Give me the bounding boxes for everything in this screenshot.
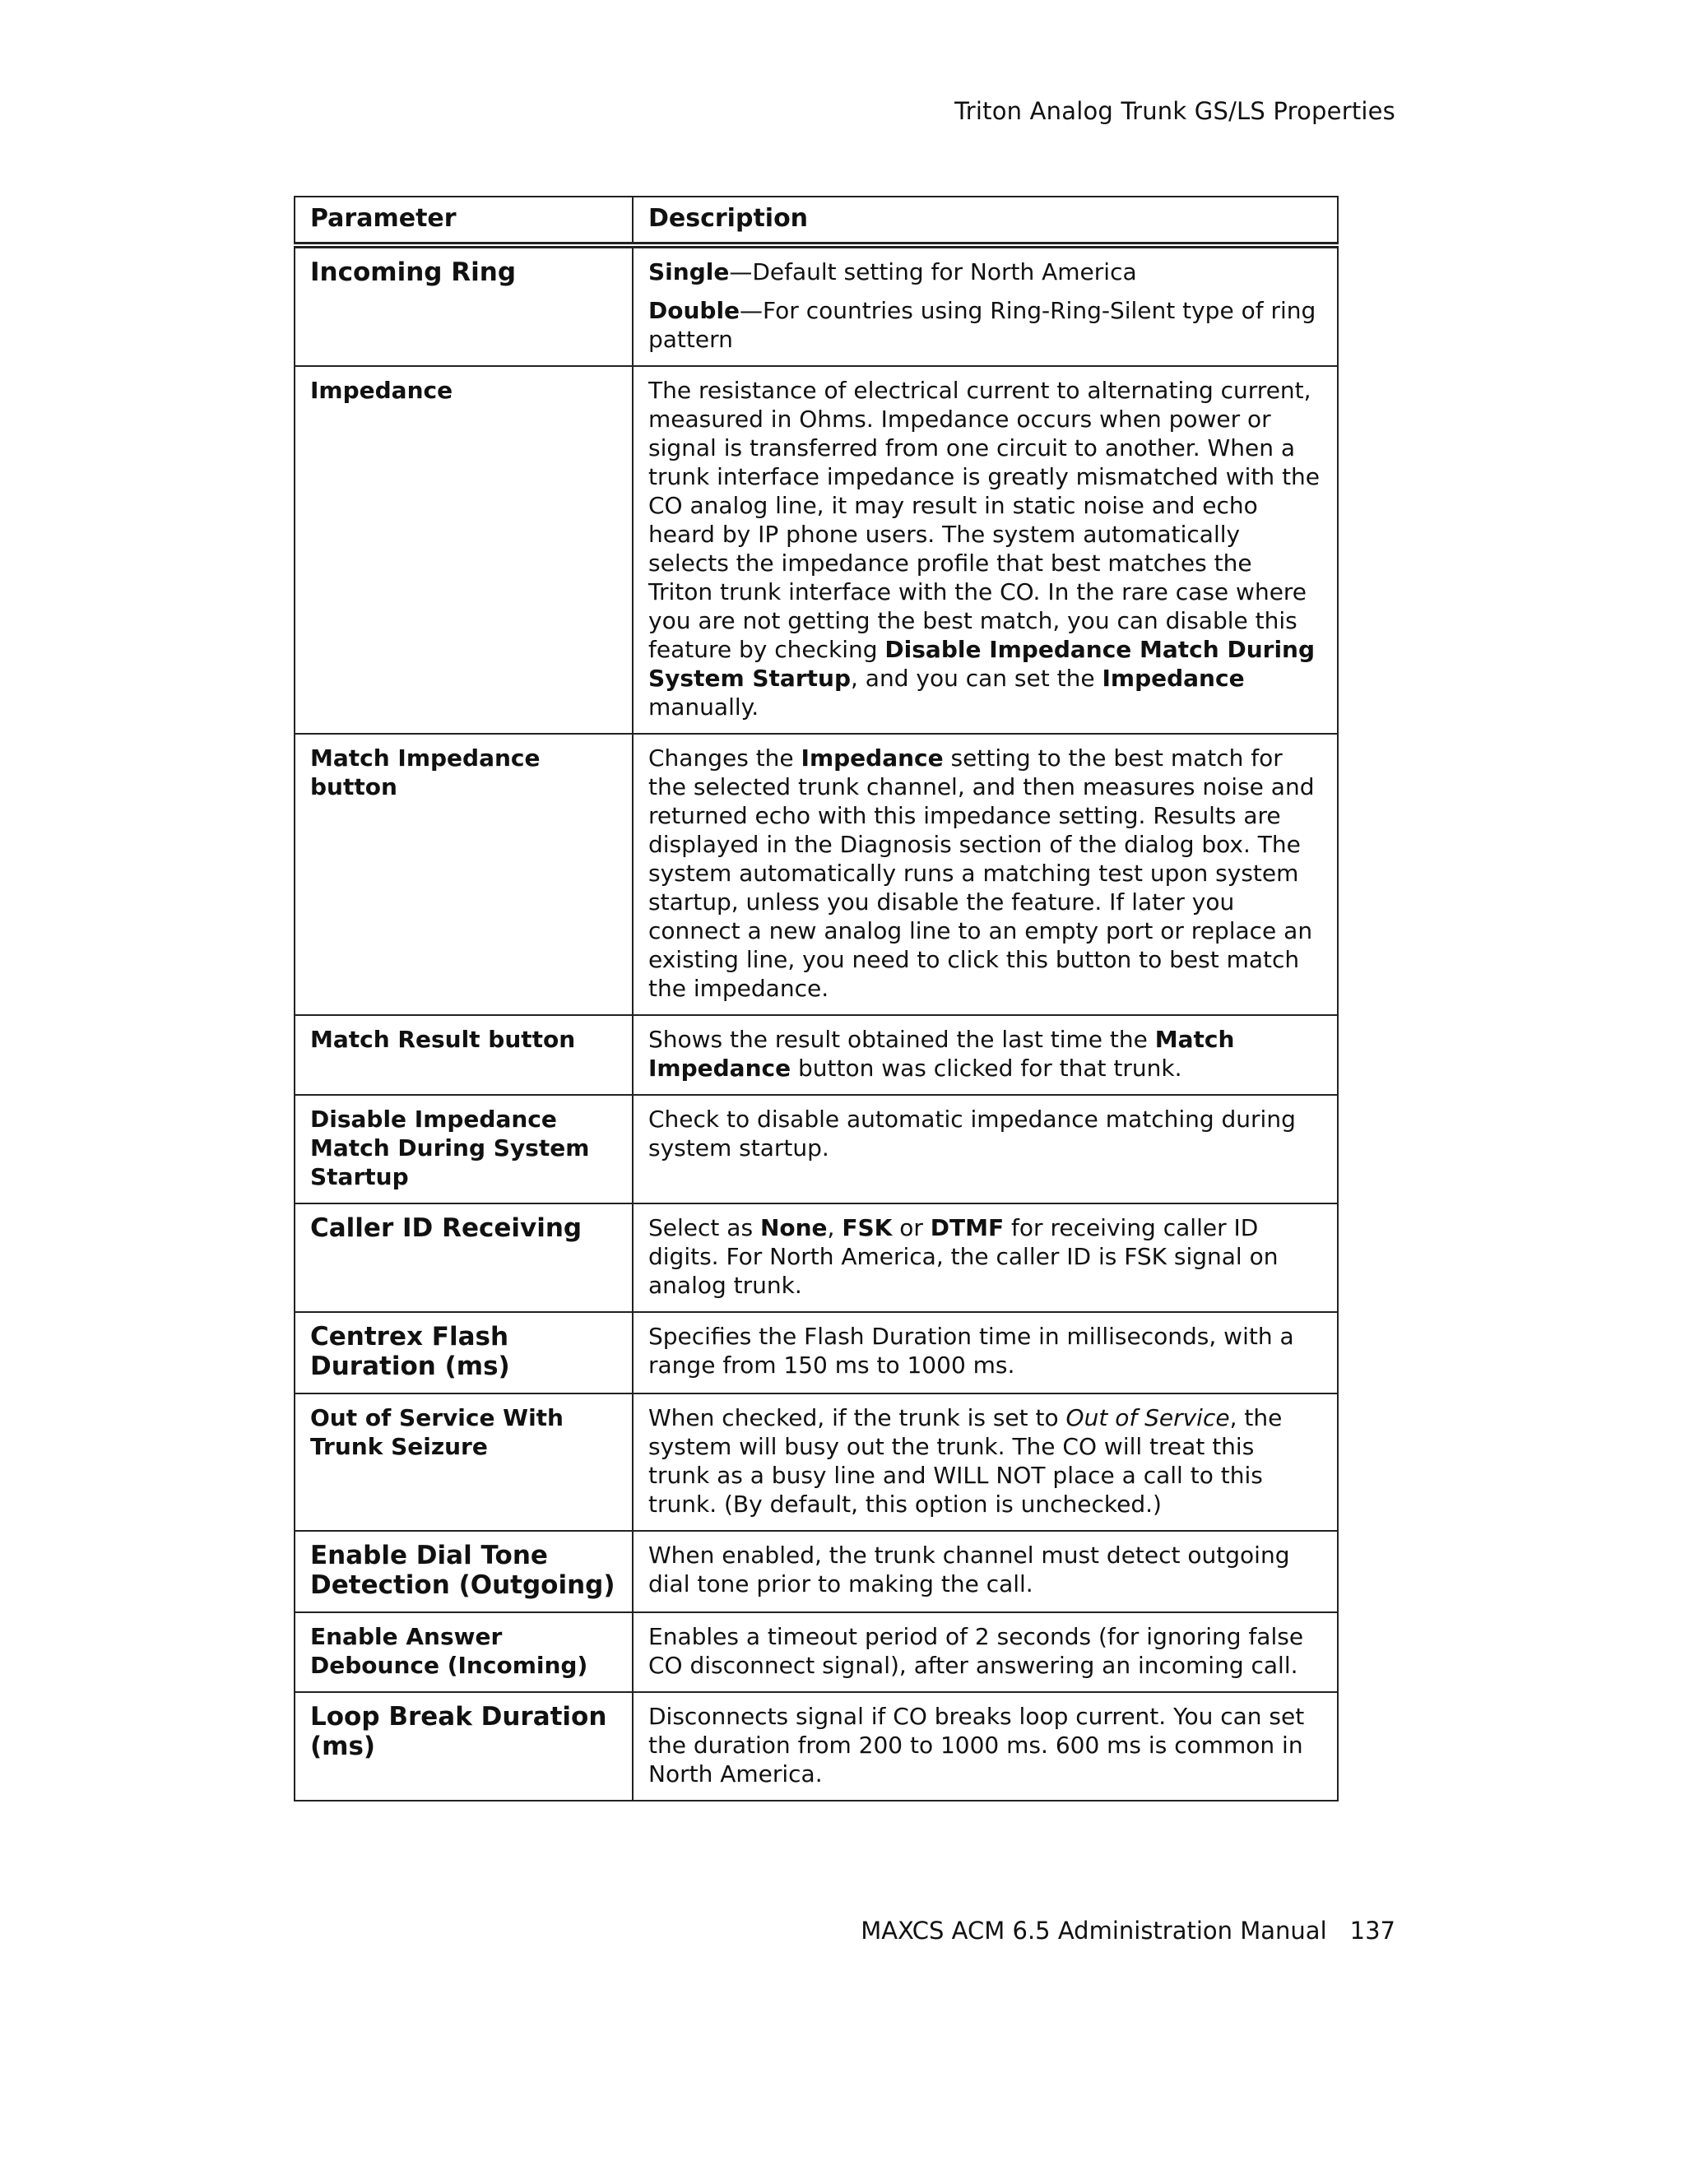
table-row [295,734,1338,1015]
table-row [295,1612,1338,1692]
description-paragraph [648,1622,1322,1680]
description-text: Shows the result obtained the last time the [648,1026,1155,1053]
column-header-parameter: Parameter [295,197,633,245]
bold-term: Double [648,297,740,324]
bold-term: Single [648,258,730,285]
parameter-description [633,1612,1338,1692]
description-paragraph [648,257,1322,286]
table-row [295,1531,1338,1612]
table-row [295,1015,1338,1095]
parameter-table [294,196,1339,1801]
description-text: Changes the [648,744,801,772]
description-text: When enabled, the trunk channel must detect outgoing dial tone prior to making the call. [648,1542,1290,1597]
bold-term: Impedance [801,744,944,772]
table-row [295,1692,1338,1801]
description-text: button was clicked for that trunk. [791,1055,1182,1082]
description-text: setting to the best match for the selected trunk channel, and then measures noise and returned echo with this impedance setting. Results are displayed in the Diagnosis section of the dialog box. The system automatically runs a matching test upon system startup, unless you disable the feature. If later you connect a new analog line to an empty port or replace an existing line, you need to click this button to best match the impedance. [648,744,1315,1002]
bold-term: FSK [842,1214,893,1241]
description-paragraph [648,376,1322,721]
description-paragraph [648,1322,1322,1379]
parameter-name: Match Result button [295,1015,633,1095]
description-text: , and you can set the [851,665,1102,692]
parameter-description [633,734,1338,1015]
parameter-name: Centrex Flash Duration (ms) [295,1312,633,1393]
description-text: , the system will busy out the trunk. The CO will treat this trunk as a busy line and WILL NOT place a call to this trunk. (By default, this option is unchecked.) [648,1404,1283,1518]
table-row [295,1203,1338,1312]
description-paragraph [648,296,1322,354]
table-row [295,245,1338,366]
bold-term: Match Impedance [648,1026,1235,1082]
description-text: Select as [648,1214,760,1241]
description-text: Disconnects signal if CO breaks loop current. You can set the duration from 200 to 1000 ms. 600 ms is common in North America. [648,1703,1305,1788]
parameter-description [633,1095,1338,1203]
description-paragraph [648,1403,1322,1519]
bold-term: DTMF [930,1214,1005,1241]
parameter-name: Enable Dial Tone Detection (Outgoing) [295,1531,633,1612]
column-header-description: Description [633,197,1338,245]
bold-term: Impedance [1102,665,1245,692]
parameter-description [633,1531,1338,1612]
manual-title: MAXCS ACM 6.5 Administration Manual [861,1917,1327,1945]
parameter-name: Match Impedance button [295,734,633,1015]
description-paragraph [648,1025,1322,1083]
description-paragraph [648,1702,1322,1788]
description-text: The resistance of electrical current to alternating current, measured in Ohms. Impedance occurs when power or signal is transferred from one circuit to another. When a trunk interface impedance is greatly mismatched with the CO analog line, it may result in static noise and echo heard by IP phone users. The system automatically selects the impedance profile that best matches the Triton trunk interface with the CO. In the rare case where you are not getting the best match, you can disable this feature by checking [648,377,1321,663]
table-row [295,1095,1338,1203]
parameter-name: Enable Answer Debounce (Incoming) [295,1612,633,1692]
description-text: for receiving caller ID digits. For North America, the caller ID is FSK signal on analog trunk. [648,1214,1279,1299]
parameter-description [633,1393,1338,1531]
description-paragraph [648,1213,1322,1300]
bold-term: Disable Impedance Match During System Startup [648,636,1316,692]
description-text: , [827,1214,842,1241]
description-text: Specifies the Flash Duration time in milliseconds, with a range from 150 ms to 1000 ms. [648,1323,1294,1379]
parameter-description [633,1692,1338,1801]
description-text: manually. [648,693,759,721]
parameter-name: Impedance [295,366,633,734]
description-text: Enables a timeout period of 2 seconds (for ignoring false CO disconnect signal), after answering an incoming call. [648,1623,1304,1679]
table-row [295,1393,1338,1531]
description-text: —For countries using Ring-Ring-Silent type of ring pattern [648,297,1316,353]
bold-term: None [759,1214,828,1241]
description-text: or [892,1214,931,1241]
table-row [295,366,1338,734]
description-text: When checked, if the trunk is set to [648,1404,1066,1431]
parameter-description [633,1015,1338,1095]
parameter-name: Incoming Ring [295,245,633,366]
table-row [295,1312,1338,1393]
parameter-name: Caller ID Receiving [295,1203,633,1312]
running-footer [861,1917,1395,1945]
parameter-description [633,1203,1338,1312]
description-paragraph [648,1541,1322,1598]
parameter-description [633,366,1338,734]
italic-term: Out of Service [1065,1404,1230,1431]
parameter-description [633,245,1338,366]
running-header: Triton Analog Trunk GS/LS Properties [954,97,1395,125]
table-header-row [295,197,1338,245]
parameter-name: Disable Impedance Match During System Startup [295,1095,633,1203]
description-text: —Default setting for North America [729,258,1137,285]
description-paragraph [648,744,1322,1003]
page-number: 137 [1349,1917,1395,1945]
parameter-description [633,1312,1338,1393]
parameter-name: Out of Service With Trunk Seizure [295,1393,633,1531]
description-paragraph [648,1105,1322,1162]
description-text: Check to disable automatic impedance matching during system startup. [648,1106,1296,1162]
parameter-name: Loop Break Duration (ms) [295,1692,633,1801]
